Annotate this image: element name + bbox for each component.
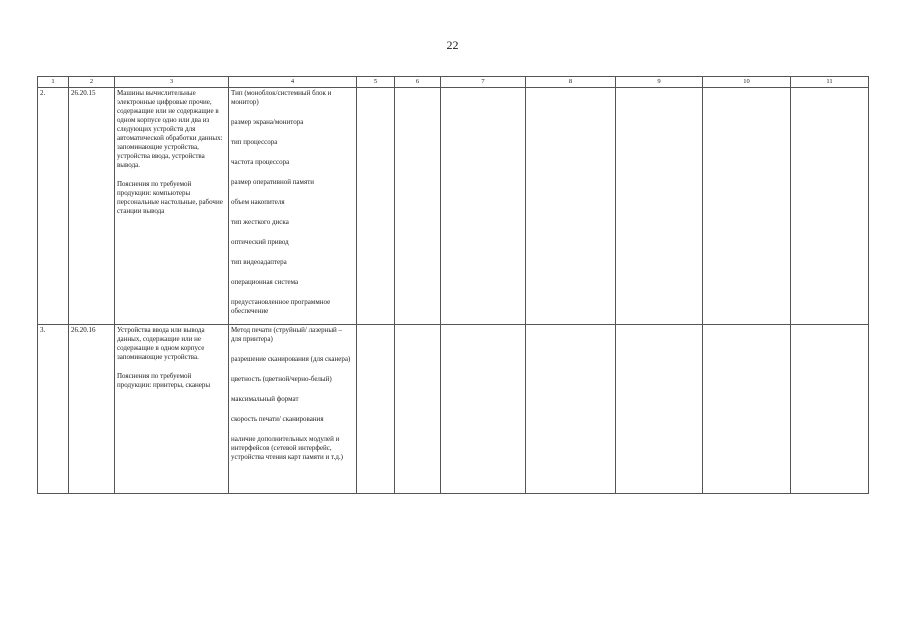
param-item: предустановленное программное обеспечение (231, 298, 331, 315)
param-item: цветность (цветной/черно-белый) (231, 375, 332, 383)
header-col-3: 3 (115, 77, 229, 88)
okpd-code: 26.20.16 (69, 325, 115, 494)
param-item: скорость печати/ сканирования (231, 415, 324, 423)
param-item: разрешение сканирования (для сканера) (231, 355, 351, 363)
page-number: 22 (446, 38, 459, 52)
product-params (229, 88, 357, 325)
product-description (115, 88, 229, 325)
product-params (229, 325, 357, 494)
param-item: частота процессора (231, 158, 290, 166)
row-number: 3. (38, 325, 69, 494)
empty-cell (616, 325, 703, 494)
empty-cell (791, 88, 869, 325)
header-col-5: 5 (357, 77, 395, 88)
description-text: Машины вычислительные электронные цифровые прочие, содержащие или не содержащие в одном корпусе одно или два из следующих устройств для автоматической обработки данных: запоминающие устройства, устройства ввода, устройства вывода. (117, 89, 223, 169)
header-col-2: 2 (69, 77, 115, 88)
header-col-10: 10 (703, 77, 791, 88)
empty-cell (441, 325, 526, 494)
param-item: наличие дополнительных модулей и интерфейсов (сетевой интерфейс, устройства чтения карт памяти и т.д.) (231, 435, 343, 461)
param-item: Тип (моноблок/системный блок и монитор) (231, 89, 332, 106)
empty-cell (441, 88, 526, 325)
empty-cell (791, 325, 869, 494)
okpd-code: 26.20.15 (69, 88, 115, 325)
param-item: Метод печати (струйный/ лазерный – для принтера) (231, 326, 343, 343)
table-row (38, 325, 869, 494)
header-col-7: 7 (441, 77, 526, 88)
header-col-4: 4 (229, 77, 357, 88)
param-item: максимальный формат (231, 395, 299, 403)
empty-cell (703, 88, 791, 325)
header-col-9: 9 (616, 77, 703, 88)
param-item: тип процессора (231, 138, 278, 146)
param-item: оптический привод (231, 238, 289, 246)
param-item: тип видеоадаптера (231, 258, 287, 266)
header-col-8: 8 (526, 77, 616, 88)
param-item: размер оперативной памяти (231, 178, 314, 186)
empty-cell (395, 325, 441, 494)
param-item: операционная система (231, 278, 299, 286)
header-row (38, 77, 869, 88)
empty-cell (357, 325, 395, 494)
empty-cell (703, 325, 791, 494)
param-item: тип жесткого диска (231, 218, 289, 226)
row-number: 2. (38, 88, 69, 325)
header-col-11: 11 (791, 77, 869, 88)
description-note: Пояснения по требуемой продукции: компьютеры персональные настольные, рабочие станции вывода (117, 180, 223, 215)
param-item: объем накопителя (231, 198, 285, 206)
empty-cell (357, 88, 395, 325)
product-description (115, 325, 229, 494)
header-col-1: 1 (38, 77, 69, 88)
param-item: размер экрана/монитора (231, 118, 304, 126)
empty-cell (395, 88, 441, 325)
table-row (38, 88, 869, 325)
header-col-6: 6 (395, 77, 441, 88)
empty-cell (616, 88, 703, 325)
description-text: Устройства ввода или вывода данных, содержащие или не содержащие в одном корпусе запоминающие устройства. (117, 326, 205, 361)
empty-cell (526, 88, 616, 325)
empty-cell (526, 325, 616, 494)
requirements-table (37, 76, 869, 494)
description-note: Пояснения по требуемой продукции: принтеры, сканеры (117, 372, 211, 389)
